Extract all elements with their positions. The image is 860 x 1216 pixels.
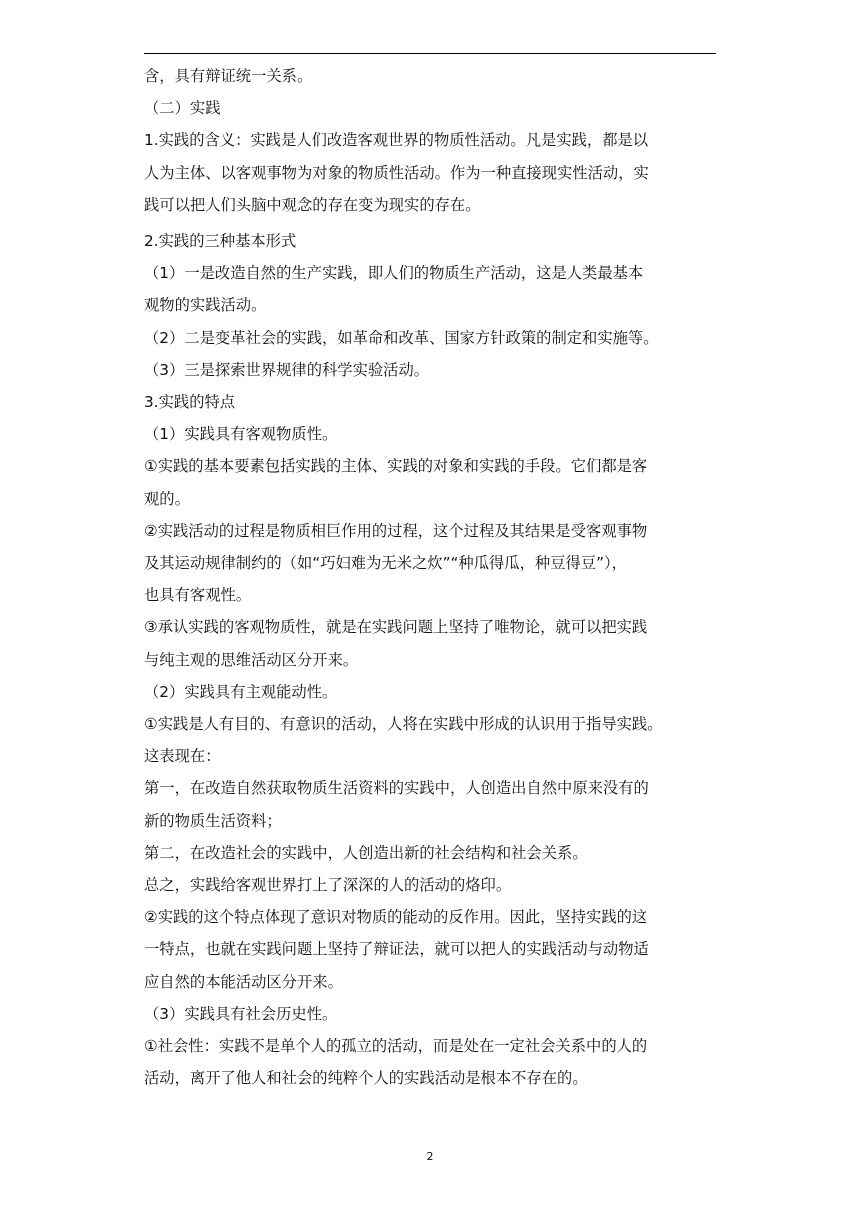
text-line: 观物的实践活动。 — [144, 296, 267, 315]
text-line: （2）实践具有主观能动性。 — [144, 682, 338, 701]
text-line: 含，具有辩证统一关系。 — [144, 67, 313, 85]
header-rule — [144, 53, 716, 54]
subheading: 3.实践的特点 — [144, 393, 236, 412]
section-heading: （二）实践 — [144, 99, 221, 118]
text-line: 也具有客观性。 — [144, 586, 252, 605]
text-line: ①实践是人有目的、有意识的活动，人将在实践中形成的认识用于指导实践。 — [144, 715, 663, 734]
text-line: 1.实践的含义：实践是人们改造客观世界的物质性活动。凡是实践，都是以 — [144, 131, 649, 150]
text-line: 这表现在： — [144, 747, 221, 766]
text-line: ②实践活动的过程是物质相巨作用的过程，这个过程及其结果是受客观事物 — [144, 521, 648, 540]
document-body — [144, 60, 716, 1095]
text-line: ③承认实践的客观物质性，就是在实践问题上坚持了唯物论，就可以把实践 — [144, 618, 648, 637]
text-line: ①社会性：实践不是单个人的孤立的活动，而是处在一定社会关系中的人的 — [144, 1037, 648, 1056]
text-line: （2）二是变革社会的实践，如革命和改革、国家方针政策的制定和实施等。 — [144, 328, 659, 347]
text-line: 活动，离开了他人和社会的纯粹个人的实践活动是根本不存在的。 — [144, 1069, 588, 1088]
subheading: 2.实践的三种基本形式 — [144, 232, 297, 251]
text-line: （3）三是探索世界规律的科学实验活动。 — [144, 360, 430, 379]
text-line: 及其运动规律制约的（如“巧妇难为无米之炊”“种瓜得瓜，种豆得豆”）， — [144, 554, 627, 573]
text-line: 总之，实践给客观世界打上了深深的人的活动的烙印。 — [144, 876, 512, 895]
text-line: ②实践的这个特点体现了意识对物质的能动的反作用。因此，坚持实践的这 — [144, 908, 648, 927]
text-line: 人为主体、以客观事物为对象的物质性活动。作为一种直接现实性活动，实 — [144, 163, 649, 182]
text-line: （3）实践具有社会历史性。 — [144, 1004, 338, 1023]
text-line: 应自然的本能活动区分开来。 — [144, 972, 343, 991]
text-line: （1）一是改造自然的生产实践，即人们的物质生产活动，这是人类最基本 — [144, 264, 644, 283]
text-line: 第一，在改造自然获取物质生活资料的实践中，人创造出自然中原来没有的 — [144, 779, 649, 798]
text-line: 第二，在改造社会的实践中，人创造出新的社会结构和社会关系。 — [144, 843, 588, 862]
text-line: 与纯主观的思维活动区分开来。 — [144, 650, 359, 669]
page-number: 2 — [426, 1150, 434, 1163]
text-line: 践可以把人们头脑中观念的存在变为现实的存在。 — [144, 195, 481, 214]
text-line: 一特点，也就在实践问题上坚持了辩证法，就可以把人的实践活动与动物适 — [144, 940, 649, 959]
text-line: （1）实践具有客观物质性。 — [144, 425, 338, 444]
text-line: ①实践的基本要素包括实践的主体、实践的对象和实践的手段。它们都是客 — [144, 457, 648, 476]
text-line: 新的物质生活资料； — [144, 811, 282, 830]
text-line: 观的。 — [144, 489, 190, 508]
